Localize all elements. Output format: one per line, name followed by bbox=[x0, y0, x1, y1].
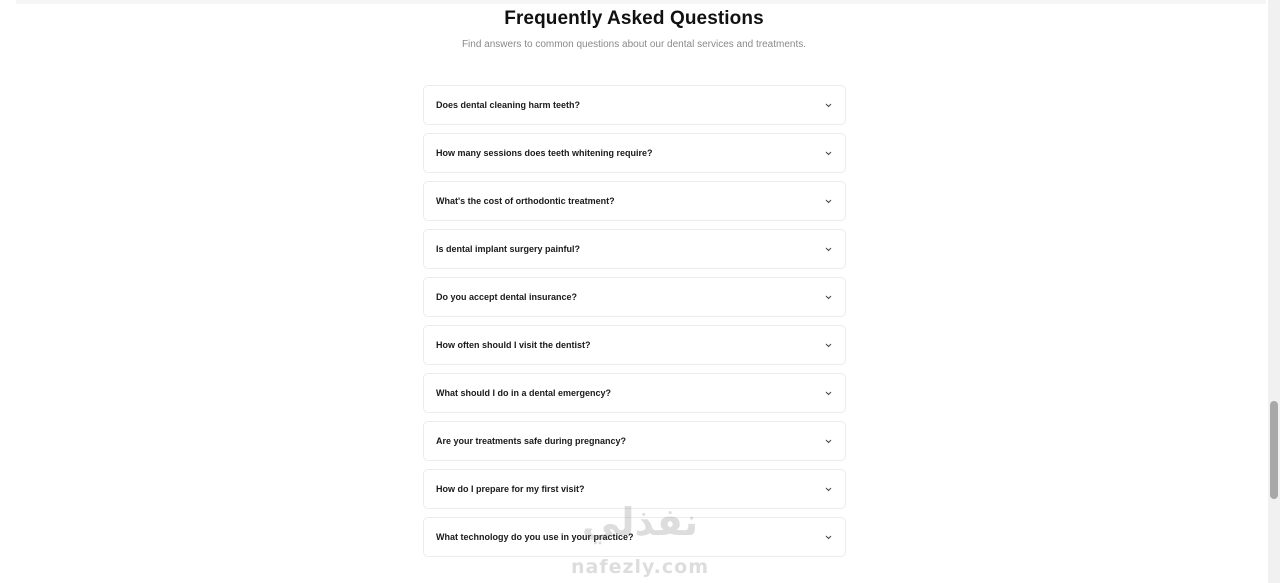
faq-item[interactable] bbox=[423, 277, 846, 317]
scrollbar-track[interactable] bbox=[1268, 0, 1280, 583]
faq-question: Does dental cleaning harm teeth? bbox=[436, 100, 581, 110]
faq-list bbox=[423, 85, 846, 565]
faq-item[interactable] bbox=[423, 85, 846, 125]
faq-item[interactable] bbox=[423, 421, 846, 461]
chevron-down-icon bbox=[823, 340, 833, 350]
faq-question: Are your treatments safe during pregnancy? bbox=[436, 436, 627, 446]
faq-question: What should I do in a dental emergency? bbox=[436, 388, 612, 398]
faq-item[interactable] bbox=[423, 133, 846, 173]
faq-subtitle: Find answers to common questions about our dental services and treatments. bbox=[461, 39, 807, 50]
faq-question: How often should I visit the dentist? bbox=[436, 340, 591, 350]
faq-question: How many sessions does teeth whitening require? bbox=[436, 148, 653, 158]
faq-item[interactable] bbox=[423, 469, 846, 509]
chevron-down-icon bbox=[823, 388, 833, 398]
faq-item[interactable] bbox=[423, 325, 846, 365]
chevron-down-icon bbox=[823, 100, 833, 110]
faq-title: Frequently Asked Questions bbox=[504, 8, 764, 29]
faq-question: Is dental implant surgery painful? bbox=[436, 244, 581, 254]
faq-question: What's the cost of orthodontic treatment? bbox=[436, 196, 615, 206]
watermark-latin-text: nafezly.com bbox=[570, 556, 710, 578]
chevron-down-icon bbox=[823, 436, 833, 446]
chevron-down-icon bbox=[823, 484, 833, 494]
chevron-down-icon bbox=[823, 244, 833, 254]
faq-item[interactable] bbox=[423, 373, 846, 413]
watermark-arabic-text: نفذلي bbox=[581, 500, 699, 544]
chevron-down-icon bbox=[823, 292, 833, 302]
chevron-down-icon bbox=[823, 148, 833, 158]
faq-item[interactable] bbox=[423, 229, 846, 269]
faq-item[interactable] bbox=[423, 181, 846, 221]
faq-question: How do I prepare for my first visit? bbox=[436, 484, 585, 494]
faq-question: Do you accept dental insurance? bbox=[436, 292, 578, 302]
chevron-down-icon bbox=[823, 196, 833, 206]
scrollbar-thumb[interactable] bbox=[1270, 401, 1278, 499]
chevron-down-icon bbox=[823, 532, 833, 542]
faq-item[interactable] bbox=[423, 517, 846, 557]
top-divider bbox=[16, 0, 1266, 4]
faq-question: What technology do you use in your practice? bbox=[436, 532, 634, 542]
